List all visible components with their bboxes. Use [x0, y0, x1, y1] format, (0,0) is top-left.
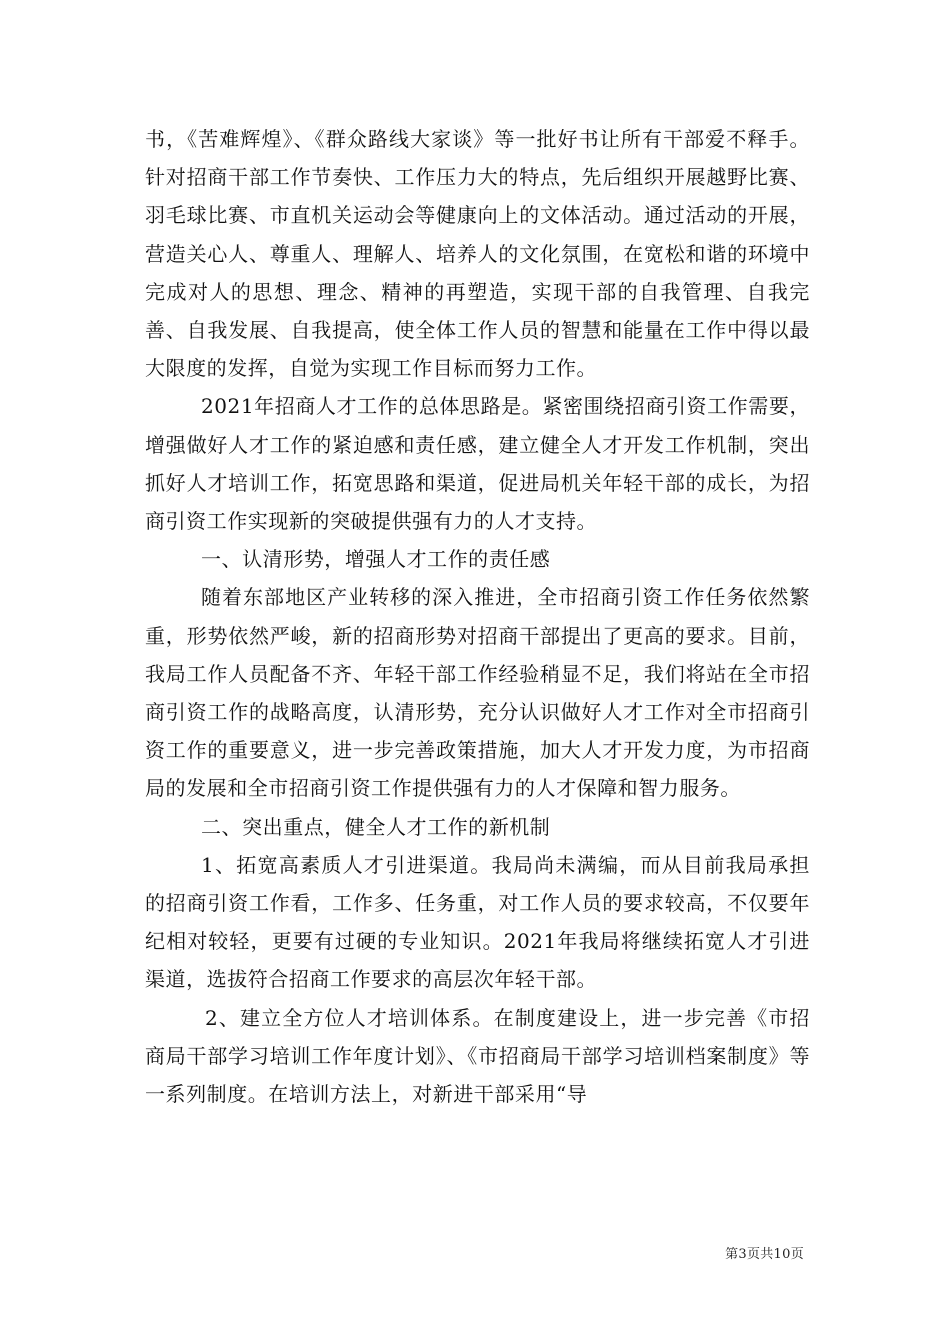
paragraph-talent-recruitment: 1、拓宽高素质人才引进渠道。我局尚未满编，而从目前我局承担的招商引资工作看，工作多、任务重，对工作人员的要求较高，不仅要年纪相对较轻，更要有过硬的专业知识。2021年我局将继续拓宽人才引进渠道，选拔符合招商工作要求的高层次年轻干部。: [145, 852, 810, 992]
document-body: [145, 120, 810, 1113]
paragraph-overall-approach: 2021年招商人才工作的总体思路是。紧密围绕招商引资工作需要，增强做好人才工作的紧迫感和责任感，建立健全人才开发工作机制，突出抓好人才培训工作，拓宽思路和渠道，促进局机关年轻干部的成长，为招商引资工作实现新的突破提供强有力的人才支持。: [145, 394, 810, 534]
section-heading-1: 一、认清形势，增强人才工作的责任感: [201, 547, 551, 572]
page-number: 第3页共10页: [725, 1247, 804, 1262]
section-heading-2: 二、突出重点，健全人才工作的新机制: [201, 814, 551, 839]
paragraph-training-system: 2、建立全方位人才培训体系。在制度建设上，进一步完善《市招商局干部学习培训工作年度计划》、《市招商局干部学习培训档案制度》等一系列制度。在培训方法上，对新进干部采用“导: [145, 1005, 810, 1107]
paragraph-situation: 随着东部地区产业转移的深入推进，全市招商引资工作任务依然繁重，形势依然严峻，新的招商形势对招商干部提出了更高的要求。目前，我局工作人员配备不齐、年轻干部工作经验稍显不足，我们将站在全市招商引资工作的战略高度，认清形势，充分认识做好人才工作对全市招商引资工作的重要意义，进一步完善政策措施，加大人才开发力度，为市招商局的发展和全市招商引资工作提供强有力的人才保障和智力服务。: [145, 585, 810, 801]
paragraph-continued: 书，《苦难辉煌》、《群众路线大家谈》等一批好书让所有干部爱不释手。针对招商干部工作节奏快、工作压力大的特点，先后组织开展越野比赛、羽毛球比赛、市直机关运动会等健康向上的文体活动。通过活动的开展，营造关心人、尊重人、理解人、培养人的文化氛围，在宽松和谐的环境中完成对人的思想、理念、精神的再塑造，实现干部的自我管理、自我完善、自我发展、自我提高，使全体工作人员的智慧和能量在工作中得以最大限度的发挥，自觉为实现工作目标而努力工作。: [145, 127, 810, 381]
